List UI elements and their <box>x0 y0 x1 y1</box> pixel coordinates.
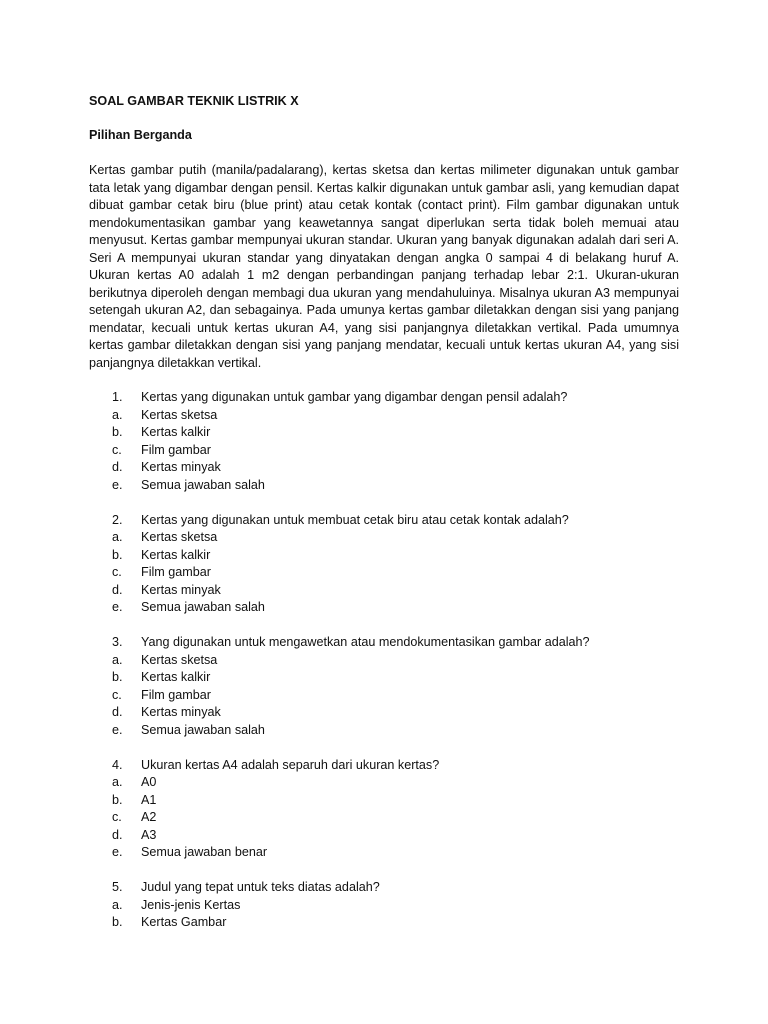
document-title: SOAL GAMBAR TEKNIK LISTRIK X <box>89 94 299 108</box>
option-letter: e. <box>112 477 123 492</box>
option-text: Kertas minyak <box>141 460 221 474</box>
option-text: Semua jawaban salah <box>141 600 265 614</box>
option-text: A2 <box>141 810 157 824</box>
option-text: Kertas sketsa <box>141 652 218 667</box>
answer-option <box>89 722 679 740</box>
option-text: A1 <box>141 792 157 807</box>
option-text: A0 <box>141 775 157 789</box>
option-letter: b. <box>112 547 123 562</box>
question-line <box>89 757 679 775</box>
section-heading: Pilihan Berganda <box>89 128 192 142</box>
answer-option <box>89 459 679 477</box>
answer-option <box>89 477 679 495</box>
option-text: Film gambar <box>141 687 211 702</box>
option-text: Jenis-jenis Kertas <box>141 897 241 912</box>
option-letter: b. <box>112 792 123 807</box>
option-letter: d. <box>112 827 123 842</box>
option-letter: d. <box>112 460 123 474</box>
option-text: Kertas sketsa <box>141 407 218 422</box>
answer-option <box>89 599 679 617</box>
question-text: Yang digunakan untuk mengawetkan atau mendokumentasikan gambar adalah? <box>141 635 590 649</box>
option-text: Kertas minyak <box>141 582 221 597</box>
answer-option <box>89 407 679 425</box>
question-item <box>89 512 679 617</box>
answer-option <box>89 547 679 565</box>
option-text: Kertas sketsa <box>141 530 218 544</box>
option-text: Semua jawaban salah <box>141 722 265 737</box>
option-letter: d. <box>112 705 123 719</box>
answer-option <box>89 582 679 600</box>
question-line <box>89 512 679 530</box>
question-number: 1. <box>112 390 123 404</box>
question-item <box>89 634 679 739</box>
question-number: 2. <box>112 512 123 527</box>
answer-option <box>89 844 679 862</box>
question-line <box>89 634 679 652</box>
question-number: 5. <box>112 880 123 894</box>
answer-option <box>89 897 679 915</box>
option-text: Kertas kalkir <box>141 547 211 562</box>
option-text: Kertas kalkir <box>141 425 211 439</box>
option-text: A3 <box>141 827 157 842</box>
question-list <box>89 389 679 949</box>
option-letter: c. <box>112 565 122 579</box>
option-text: Film gambar <box>141 442 211 457</box>
question-line <box>89 389 679 407</box>
question-number: 4. <box>112 757 123 772</box>
reading-passage <box>89 162 679 372</box>
question-number: 3. <box>112 635 123 649</box>
answer-option <box>89 827 679 845</box>
option-letter: a. <box>112 530 123 544</box>
question-item <box>89 757 679 862</box>
option-letter: c. <box>112 810 122 824</box>
question-item <box>89 879 679 932</box>
option-text: Semua jawaban benar <box>141 845 268 859</box>
option-letter: a. <box>112 652 123 667</box>
option-text: Film gambar <box>141 565 211 579</box>
question-text: Ukuran kertas A4 adalah separuh dari ukuran kertas? <box>141 757 440 772</box>
answer-option <box>89 652 679 670</box>
option-letter: b. <box>112 670 123 684</box>
option-letter: b. <box>112 425 123 439</box>
answer-option <box>89 774 679 792</box>
answer-option <box>89 564 679 582</box>
option-letter: c. <box>112 442 122 457</box>
question-text: Kertas yang digunakan untuk membuat cetak biru atau cetak kontak adalah? <box>141 512 569 527</box>
option-text: Kertas Gambar <box>141 915 227 929</box>
option-letter: e. <box>112 600 123 614</box>
answer-option <box>89 792 679 810</box>
option-letter: e. <box>112 722 123 737</box>
answer-option <box>89 424 679 442</box>
answer-option <box>89 669 679 687</box>
option-letter: d. <box>112 582 123 597</box>
option-text: Semua jawaban salah <box>141 477 265 492</box>
option-text: Kertas minyak <box>141 705 221 719</box>
option-text: Kertas kalkir <box>141 670 211 684</box>
answer-option <box>89 442 679 460</box>
option-letter: a. <box>112 407 123 422</box>
question-text: Judul yang tepat untuk teks diatas adalah? <box>141 880 380 894</box>
option-letter: a. <box>112 775 123 789</box>
option-letter: a. <box>112 897 123 912</box>
answer-option <box>89 529 679 547</box>
answer-option <box>89 809 679 827</box>
question-text: Kertas yang digunakan untuk gambar yang digambar dengan pensil adalah? <box>141 390 568 404</box>
passage-text: Kertas gambar putih (manila/padalarang), kertas sketsa dan kertas milimeter digunakan untuk gambar tata letak yang digambar dengan pensil. Kertas kalkir digunakan untuk gambar asli, yang kemudian dapat dibuat gambar cetak biru (blue print) atau cetak kontak (contact print). Film gambar digunakan untuk mendokumentasikan gambar yang keawetannya sangat diperlukan serta tidak boleh memuai atau menyusut. Kertas gambar mempunyai ukuran standar. Ukuran yang banyak digunakan adalah dari seri A. Seri A mempunyai ukuran standar yang dinyatakan dengan angka 0 sampai 4 di belakang huruf A. Ukuran kertas A0 adalah 1 m2 dengan perbandingan panjang terhadap lebar 2:1. Ukuran-ukuran berikutnya diperoleh dengan membagi dua ukuran yang mendahuluinya. Misalnya ukuran A3 mempunyai setengah ukuran A2, dan sebagainya. Pada umunya kertas gambar diletakkan dengan sisi yang panjang mendatar, kecuali untuk kertas ukuran A4, yang sisi panjangnya diletakkan vertikal. Pada umumnya kertas gambar diletakkan dengan sisi yang panjang mendatar, kecuali untuk kertas ukuran A4, yang sisi panjangnya diletakkan vertikal. <box>89 163 679 370</box>
option-letter: c. <box>112 687 122 702</box>
answer-option <box>89 914 679 932</box>
answer-option <box>89 704 679 722</box>
option-letter: b. <box>112 915 123 929</box>
option-letter: e. <box>112 845 123 859</box>
answer-option <box>89 687 679 705</box>
question-line <box>89 879 679 897</box>
question-item <box>89 389 679 494</box>
